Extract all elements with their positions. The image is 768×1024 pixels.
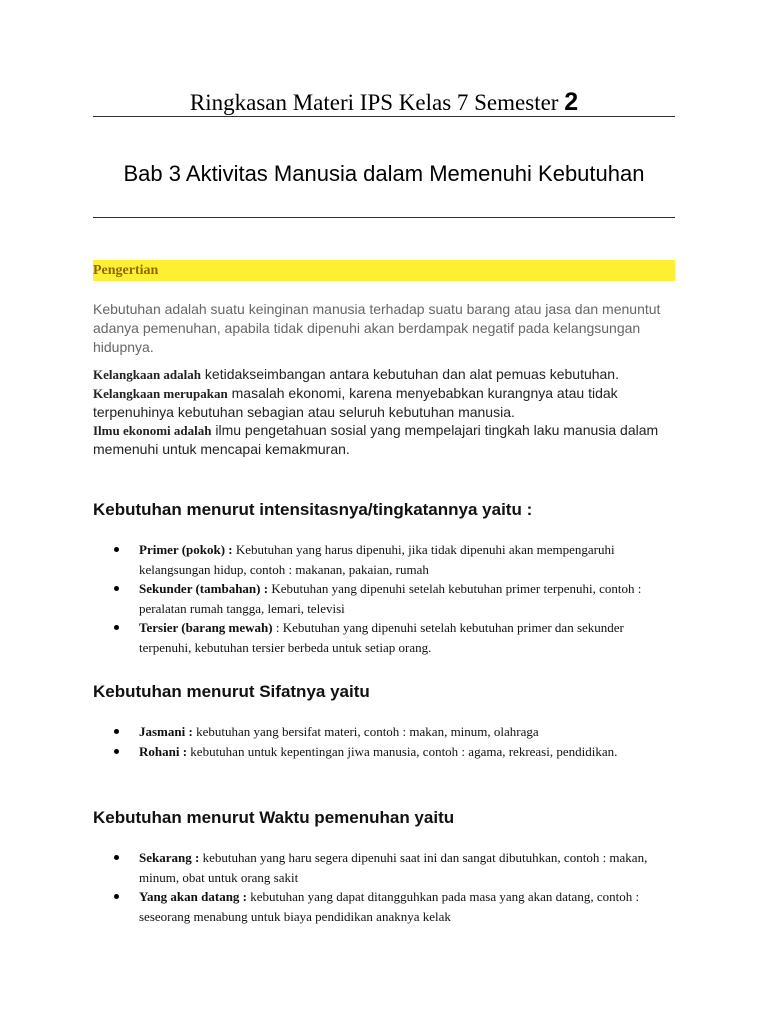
title-divider bbox=[93, 116, 675, 117]
list-item-term: Yang akan datang : bbox=[139, 889, 248, 904]
list-item-term: Tersier (barang mewah) bbox=[139, 620, 273, 635]
section-heading-sifat: Kebutuhan menurut Sifatnya yaitu bbox=[93, 682, 370, 701]
bullet-icon bbox=[114, 749, 119, 754]
list-item-text: kebutuhan yang bersifat materi, contoh : makan, minum, olahraga bbox=[196, 724, 539, 739]
bullet-icon bbox=[114, 547, 119, 552]
document-title-number: 2 bbox=[564, 88, 579, 116]
list-item-text: : Kebutuhan yang dipenuhi setelah kebutuhan primer dan sekunder terpenuhi, kebutuhan tersier berbeda untuk setiap orang. bbox=[139, 620, 624, 655]
bullet-icon bbox=[114, 894, 119, 899]
list-item-text: kebutuhan untuk kepentingan jiwa manusia, contoh : agama, rekreasi, pendidikan. bbox=[190, 743, 618, 759]
definition-item bbox=[93, 384, 683, 421]
definition-item bbox=[93, 421, 683, 458]
bullet-icon bbox=[114, 586, 119, 591]
list-item-term: Jasmani : bbox=[139, 724, 193, 739]
bullet-icon bbox=[114, 625, 119, 630]
bullet-icon bbox=[114, 729, 119, 734]
section-heading-waktu: Kebutuhan menurut Waktu pemenuhan yaitu bbox=[93, 808, 455, 827]
list-item-text: kebutuhan yang haru segera dipenuhi saat ini dan sangat dibutuhkan, contoh : makan, minum, obat untuk orang sakit bbox=[139, 850, 648, 885]
definition-text: masalah ekonomi, karena menyebabkan kurangnya atau tidak terpenuhinya kebutuhan sebagian atau seluruh kebutuhan manusia. bbox=[93, 385, 618, 420]
section-label-pengertian: Pengertian bbox=[93, 263, 159, 278]
list-item-term: Primer (pokok) : bbox=[139, 542, 233, 557]
chapter-title: Bab 3 Aktivitas Manusia dalam Memenuhi Kebutuhan bbox=[123, 161, 645, 186]
definition-text: ilmu pengetahuan sosial yang mempelajari tingkah laku manusia dalam memenuhi untuk mencapai kemakmuran. bbox=[93, 422, 659, 457]
bullet-list-intensitas bbox=[0, 540, 768, 657]
list-item-term: Rohani : bbox=[139, 743, 188, 759]
list-item bbox=[0, 618, 768, 657]
bullet-list-sifat bbox=[0, 722, 768, 761]
bullet-list-waktu bbox=[0, 848, 768, 926]
document-title-text: Ringkasan Materi IPS Kelas 7 Semester bbox=[189, 90, 559, 115]
bullet-icon bbox=[114, 855, 119, 860]
list-item bbox=[0, 579, 768, 618]
chapter-divider bbox=[93, 217, 675, 218]
definition-term: Kelangkaan adalah bbox=[93, 367, 202, 382]
list-item-term: Sekunder (tambahan) : bbox=[139, 581, 269, 596]
list-item-text: Kebutuhan yang harus dipenuhi, jika tidak dipenuhi akan mempengaruhi kelangsungan hidup, contoh : makanan, pakaian, rumah bbox=[139, 542, 615, 577]
list-item bbox=[0, 848, 768, 887]
list-item-term: Sekarang : bbox=[139, 850, 200, 865]
highlight-bar bbox=[93, 260, 675, 281]
definition-term: Kelangkaan merupakan bbox=[93, 386, 228, 401]
list-item bbox=[0, 742, 768, 762]
list-item bbox=[0, 722, 768, 742]
section-heading-intensitas: Kebutuhan menurut intensitasnya/tingkatannya yaitu : bbox=[93, 500, 533, 519]
definition-term: Ilmu ekonomi adalah bbox=[93, 423, 212, 438]
definition-item bbox=[93, 365, 683, 384]
document-title bbox=[93, 88, 675, 117]
list-item bbox=[0, 540, 768, 579]
list-item-text: kebutuhan yang dapat ditangguhkan pada masa yang akan datang, contoh : seseorang menabung untuk biaya pendidikan anaknya kelak bbox=[139, 889, 640, 924]
definition-text: ketidakseimbangan antara kebutuhan dan alat pemuas kebutuhan. bbox=[204, 366, 619, 382]
list-item-text: Kebutuhan yang dipenuhi setelah kebutuhan primer terpenuhi, contoh : peralatan rumah tangga, lemari, televisi bbox=[139, 581, 642, 616]
intro-paragraph: Kebutuhan adalah suatu keinginan manusia terhadap suatu barang atau jasa dan menuntut adanya pemenuhan, apabila tidak dipenuhi akan berdampak negatif pada kelangsungan hidupnya. bbox=[93, 301, 661, 355]
list-item bbox=[0, 887, 768, 926]
definitions-block bbox=[93, 365, 683, 458]
